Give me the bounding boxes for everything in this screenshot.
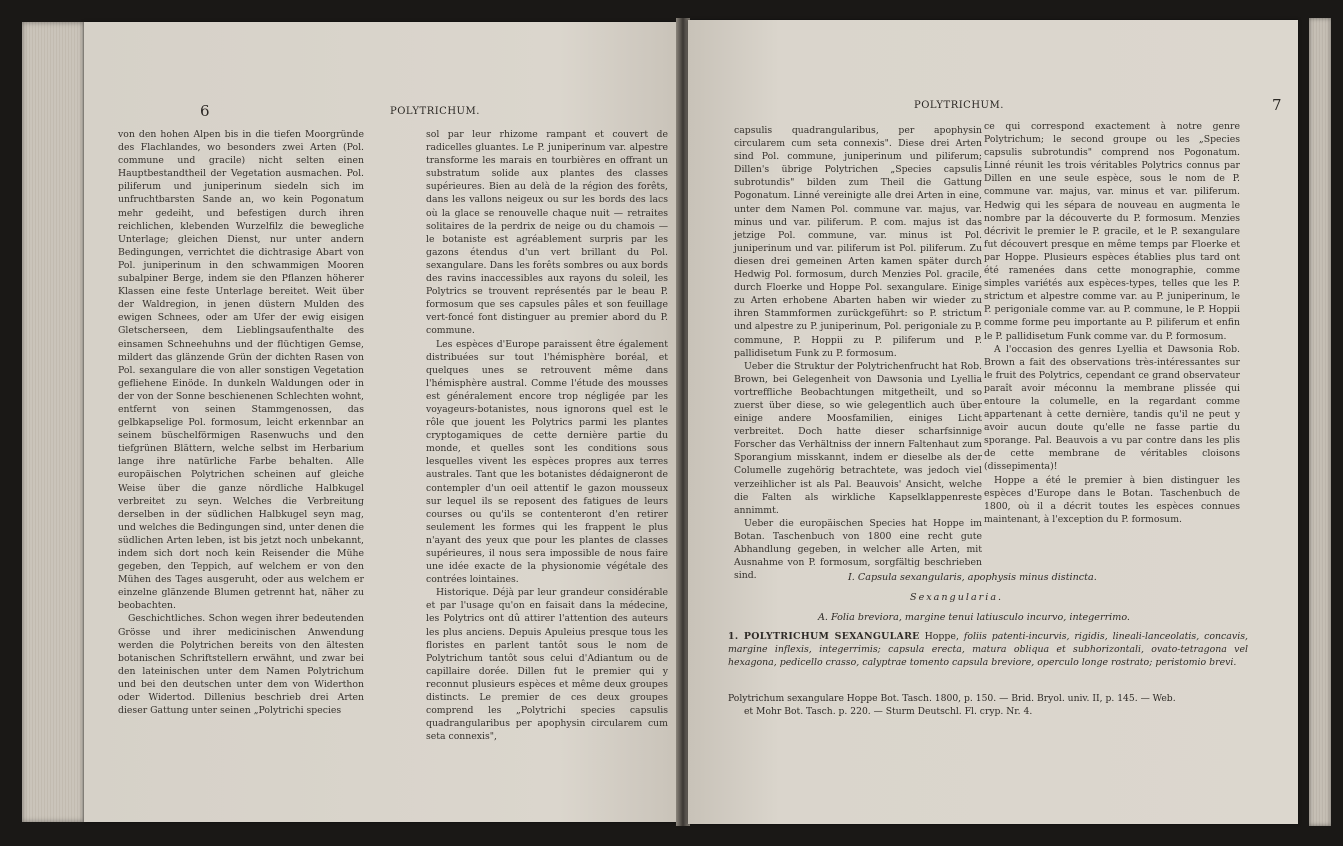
right-column-french <box>984 120 1240 566</box>
species-reference-1: Polytrichum sexangulare Hoppe Bot. Tasch. 1800, p. 150. — Brid. Bryol. univ. II, p. 145. — Web. <box>728 693 1176 704</box>
left-french-paragraph: Historique. Déjà par leur grandeur considérable et par l'usage qu'on en faisait dans la médecine, les Polytrics ont dû attirer l'attention des auteurs les plus anciens. Depuis Apuleius presque tous les floristes en parlent tantôt sous le nom de Polytrichum tantôt sous celui d'Adiantum ou de capillaire dorée. Dillen fut le premier qui y reconnut plusieurs espèces et même deux groupes distincts. Le premier de ces deux groupes comprend les „Polytrichi species capsulis quadrangularibus per apophysin circularem cum seta connexis", <box>426 587 668 743</box>
section-heading-capsula: I. Capsula sexangularis, apophysis minus distincta. <box>848 572 1097 583</box>
left-column-french <box>426 128 668 794</box>
left-running-head: POLYTRICHUM. <box>390 106 480 117</box>
left-page-number: 6 <box>200 102 210 120</box>
species-author: Hoppe, <box>924 631 959 642</box>
right-running-head: POLYTRICHUM. <box>914 100 1004 111</box>
species-entry <box>728 630 1248 669</box>
left-page-edges <box>22 22 84 822</box>
left-column-german <box>118 128 364 794</box>
species-reference-2: et Mohr Bot. Tasch. p. 220. — Sturm Deutschl. Fl. cryp. Nr. 4. <box>744 706 1033 717</box>
right-german-paragraph: capsulis quadrangularibus, per apophysin circularem cum seta connexis". Diese drei Arten sind Pol. commune, juniperinum und piliferum; Dillen's übrige Polytrichen „Species capsulis subrotundis" bilden zum Theil die Gattung Pogonatum. Linné vereinigte alle drei Arten in eine, unter dem Namen Pol. commune var. majus, var. minus und var. piliferum. P. com. majus ist das jetzige Pol. commune, var. minus ist Pol. juniperinum und var. piliferum ist Pol. piliferum. Zu diesen drei gemeinen Arten kamen später durch Hedwig Pol. formosum, durch Menzies Pol. gracile, durch Floerke und Hoppe Pol. sexangulare. Einige zu Arten erhobene Abarten haben wir wieder zu ihren Stammformen zurückgeführt: so P. strictum und alpestre zu P. juniperinum, Pol. perigoniale zu P. commune, P. Hoppii zu P. piliferum und P. pallidisetum Funk zu P. formosum. <box>734 125 982 359</box>
right-french-paragraph: A l'occasion des genres Lyellia et Dawsonia Rob. Brown a fait des observations très-intéressantes sur le fruit des Polytrics, cependant ce grand observateur paraît avoir méconnu la membrane plissée qui entoure la columelle, en la regardant comme appartenant à cette dernière, tandis qu'il ne peut y avoir aucun doute qu'elle ne fasse partie du sporange. Pal. Beauvois a vu par contre dans les plis de cette membrane de véritables cloisons (dissepimenta)! <box>984 343 1240 473</box>
section-heading-sexangularia: Sexangularia. <box>910 592 1004 603</box>
right-german-paragraph: Ueber die europäischen Species hat Hoppe im Botan. Taschenbuch von 1800 eine recht gute Abhandlung gegeben, in welcher alle Arten, mit Ausnahme von P. formosum, sorgfältig beschrieben sind. <box>734 517 982 582</box>
right-page-edges <box>1309 18 1331 826</box>
right-french-paragraph: ce qui correspond exactement à notre genre Polytrichum; le second groupe ou les „Species capsulis subrotundis" comprend nos Pogonatum. Linné réunit les trois véritables Polytrics connus par Dillen en une seule espèce, sous le nom de P. commune var. majus, var. minus et var. piliferum. Hedwig qui les sépara de nouveau en augmenta le nombre par la découverte du P. formosum. Menzies décrivit le premier le P. gracile, et le P. sexangulare fut découvert presque en même temps par Floerke et par Hoppe. Plusieurs espèces établies plus tard ont été ramenées dans cette monographie, comme simples variétés aux espèces-types, telles que les P. strictum et alpestre comme var. au P. juniperinum, le P. perigoniale comme var. au P. commune, le P. Hoppii comme forme peu importante au P. piliferum et enfin le P. pallidisetum Funk comme var. du P. formosum. <box>984 121 1240 342</box>
left-french-paragraph: sol par leur rhizome rampant et couvert de radicelles gluantes. Le P. juniperinum var. alpestre transforme les marais en tourbières en offrant un substratum solide aux plantes des classes supérieures. Bien au delà de la région des forêts, dans les vallons neigeux ou sur les bords des lacs où la glace se renouvelle chaque nuit — retraites solitaires de la perdrix de neige ou du chamois — le botaniste est agréablement surpris par les gazons étendus d'un vert brillant du Pol. sexangulare. Dans les forêts sombres ou aux bords des ravins inaccessibles aux rayons du soleil, les Polytrics se trouvent représentés par le beau P. formosum que ses capsules pâles et son feuillage vert-foncé font distinguer au premier abord du P. commune. <box>426 129 668 337</box>
right-german-paragraph: Ueber die Struktur der Polytrichenfrucht hat Rob. Brown, bei Gelegenheit von Dawsonia und Lyellia vortreffliche Beobachtungen mitgetheilt, und so zuerst über diese, so wie gelegentlich auch über einige andere Moosfamilien, einiges Licht verbreitet. Doch hatte dieser scharfsinnige Forscher das Verhältniss der innern Faltenhaut zum Sporangium misskannt, indem er dieselbe als der Columelle zugehörig betrachtete, was jedoch viel verzeihlicher ist als Pal. Beauvois' Ansicht, welche die Falten als wirkliche Kapselklappenreste annimmt. <box>734 360 982 516</box>
right-french-paragraph: Hoppe a été le premier à bien distinguer les espèces d'Europe dans le Botan. Taschenbuch de 1800, où il a décrit toutes les espèces connues maintenant, à l'exception du P. formosum. <box>984 474 1240 525</box>
left-french-paragraph: Les espèces d'Europe paraissent être également distribuées sur tout l'hémisphère boréal, et quelques unes se retrouvent même dans l'hémisphère austral. Comme l'étude des mousses est généralement encore trop négligée par les voyageurs-botanistes, nous ignorons quel est le rôle que jouent les Polytrics parmi les plantes cryptogamiques de cette dernière partie du monde, et quelles sont les conditions sous lesquelles vivent les espèces propres aux terres australes. Tant que les botanistes dédaigneront de contempler d'un oeil attentif le gazon mousseux sur lequel ils se reposent des fatigues de leurs courses ou qu'ils se contenteront d'en retirer seulement les formes qui les frappent le plus n'ayant des yeux que pour les plantes de classes supérieures, il nous sera impossible de nous faire une idée exacte de la physionomie végétale des contrées lointaines. <box>426 338 668 586</box>
right-column-german <box>734 124 982 582</box>
left-german-paragraph: Geschichtliches. Schon wegen ihrer bedeutenden Grösse und ihrer medicinischen Anwendung werden die Polytrichen bereits von den ältesten botanischen Schriftstellern erwähnt, und zwar bei den lateinischen unter dem Namen Polytrichum und bei den deutschen unter dem von Widerthon oder Widertod. Dillenius beschrieb drei Arten dieser Gattung unter seinen „Polytrichi species <box>118 613 364 717</box>
right-page-number: 7 <box>1272 96 1282 114</box>
species-description: foliis patenti-incurvis, rigidis, lineali-lanceolatis, concavis, margine inflexis, integerrimis; capsula erecta, matura obliqua et subhorizontali, ovato-tetragona vel hexagona, pedicello crasso, calyptrae tomento capsula breviore, operculo longe rostrato; peristomio brevi. <box>728 631 1248 668</box>
species-title: 1. POLYTRICHUM SEXANGULARE <box>728 631 920 642</box>
right-page <box>688 20 1298 824</box>
left-page <box>84 22 678 822</box>
left-german-paragraph: von den hohen Alpen bis in die tiefen Moorgründe des Flachlandes, wo besonders zwei Arten (Pol. commune und gracile) nicht selten einen Hauptbestandtheil der Vegetation ausmachen. Pol. piliferum und juniperinum siedeln sich im unfruchtbarsten Sande an, wo kein Pogonatum mehr gedeiht, und befestigen durch ihren reichlichen, klebenden Wurzelfilz die bewegliche Unterlage; gleichen Dienst, nur unter andern Bedingungen, verrichtet die dichtrasige Abart von Pol. juniperinum in den schwammigen Mooren subalpiner Berge, indem sie den Pflanzen höherer Klassen eine feste Unterlage bereitet. Weit über der Waldregion, in jenen düstern Mulden des ewigen Schnees, oder am Ufer der ewig eisigen Gletscherseen, dem Lieblingsaufenthalte des einsamen Schneehuhns und der flüchtigen Gemse, mildert das glänzende Grün der dichten Rasen von Pol. sexangulare die von aller sonstigen Vegetation gefliehene Einöde. In dunkeln Waldungen oder in der von der Sonne beschienenen Schlechten wohnt, entfernt von seinen Stammgenossen, das gelbkapselige Pol. formosum, leicht erkennbar an seinem büschelförmigen Rasenwuchs und den tiefgrünen Blättern, welche selbst im Herbarium lange ihre natürliche Farbe behalten. Alle europäischen Polytrichen scheinen auf gleiche Weise über die ganze nördliche Halbkugel verbreitet zu seyn. Welches die Verbreitung derselben in der südlichen Halbkugel seyn mag, und welches die Bedingungen sind, unter denen die südlichen Arten leben, ist bis jetzt noch unbekannt, indem sich dort noch kein Reisender die Mühe gegeben, den Teppich, auf welchem er von den Mühen des Tages ausgeruht, oder aus welchem er einzelne glänzende Blumen getrennt hat, näher zu beobachten. <box>118 129 364 612</box>
section-heading-folia: A. Folia breviora, margine tenui latiusculo incurvo, integerrimo. <box>818 612 1130 623</box>
